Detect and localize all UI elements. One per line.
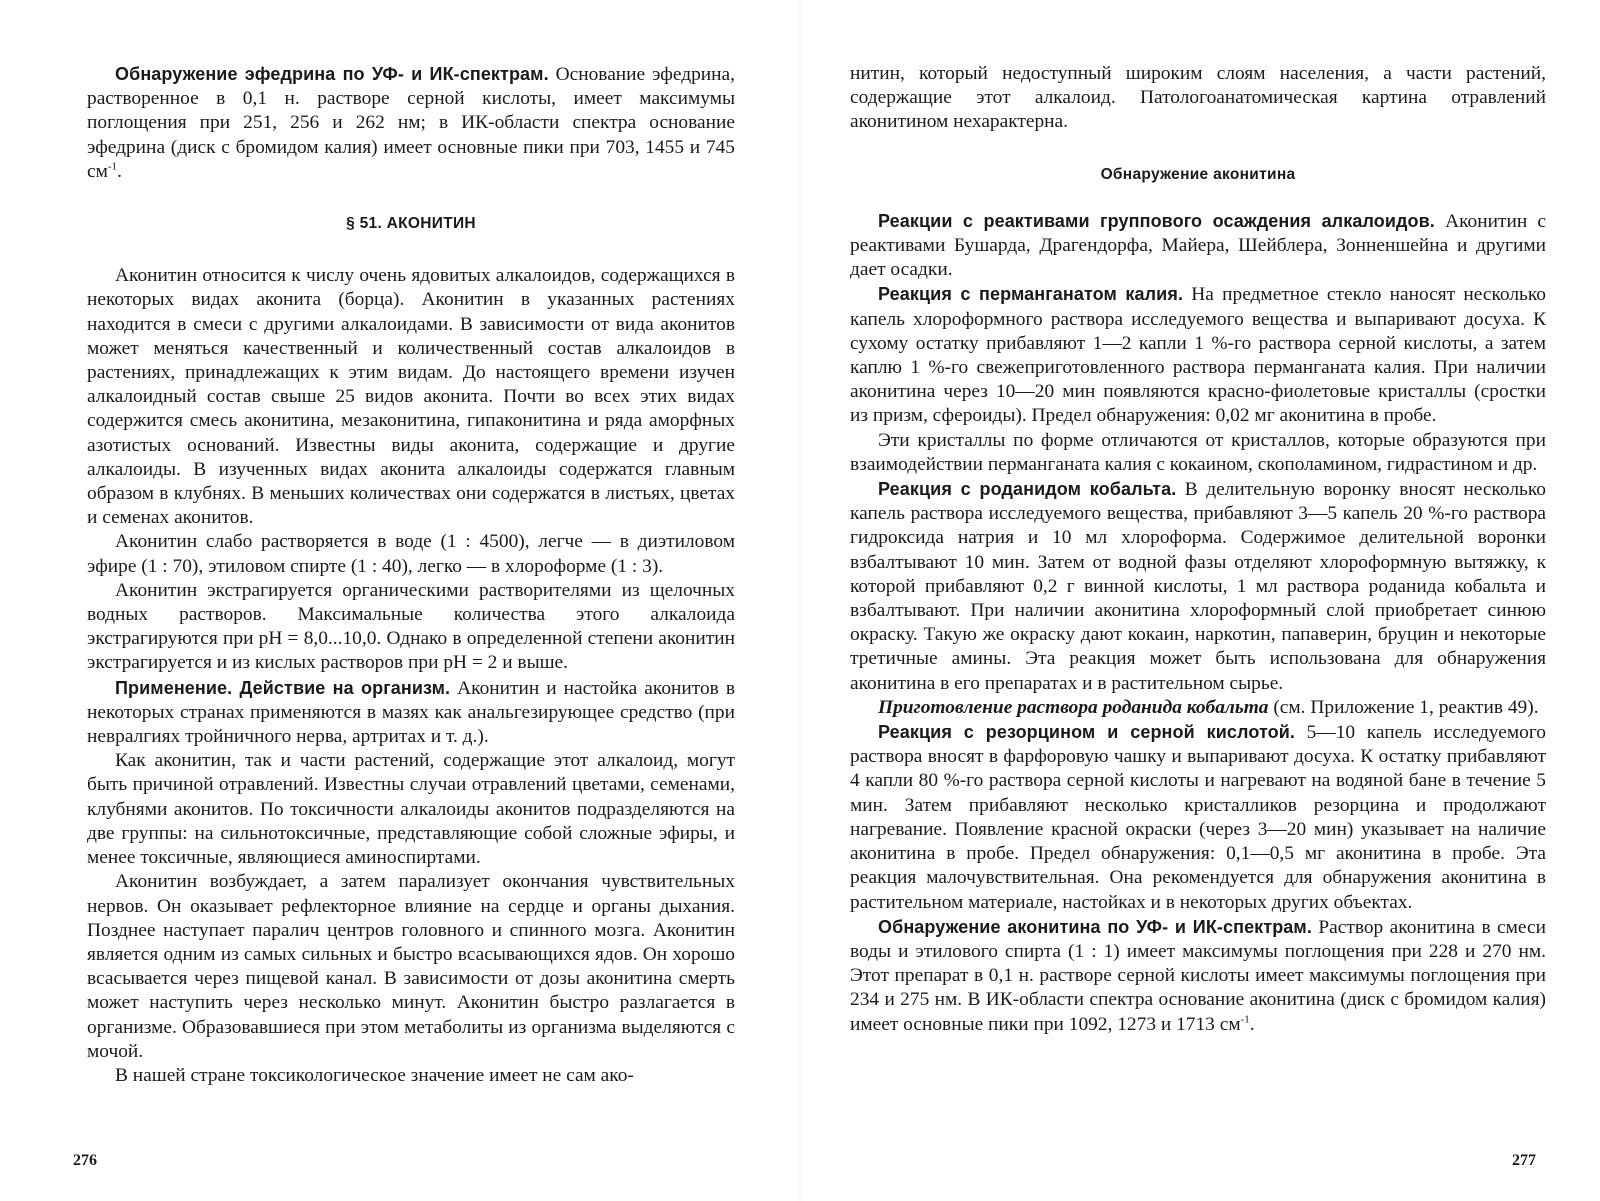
paragraph-cobalt-thiocyanate <box>850 477 1546 696</box>
gutter-shadow <box>798 0 802 1201</box>
paragraph-text: 5—10 капель исследуемого раствора вносят в фарфоровую чашку и выпаривают досуха. К остатку прибавляют 4 капли 80 %-го раствора серной кислоты и нагревают на водяной бане в течение 5 мин. Затем прибавляют несколько кристалликов резорцина и продолжают нагревание. Появление красной окраски (через 3—20 мин) указывает на наличие аконитина в пробе. Предел обнаружения: 0,1—0,5 мг аконитина в пробе. Эта реакция малочувствительная. Она рекомендуется для обнаружения аконитина в растительном материале, настойках и в некоторых других объектах. <box>850 722 1546 913</box>
page-number: 276 <box>73 1152 97 1169</box>
paragraph-ephedrine-spectra <box>87 62 735 184</box>
paragraph-resorcinol <box>850 720 1546 915</box>
paragraph: Аконитин относится к числу очень ядовитых алкалоидов, содержащихся в некоторых видах аконита (борца). Аконитин в указанных растениях находится в смеси с другими алкалоидами. В зависимости от вида аконитов может меняться качественный и количественный состав алкалоидов в растениях, принадлежащих к этим видам. До настоящего времени изучен алкалоидный состав свыше 25 видов аконита. Почти во всех этих видах содержится смесь аконитина, мезаконитина, гипаконитина и ряда аморфных азотистых оснований. Известны виды аконита, содержащие и другие алкалоиды. В изученных видах аконита алкалоиды содержатся главным образом в клубнях. В меньших количествах они содержатся в листьях, цветах и семенах аконитов. <box>87 265 735 529</box>
paragraph-text: В делительную воронку вносят несколько капель раствора исследуемого вещества, прибавляют 3—5 капель 20 %-го раствора гидроксида натрия и 10 мл хлороформа. Содержимое делительной воронки взбалтывают 10 мин. Затем от водной фазы отделяют хлороформную вытяжку, к которой прибавляют 0,2 г винной кислоты, 1 мл раствора роданида кобальта и взбалтывают. При наличии аконитина хлороформный слой приобретает синюю окраску. Такую же окраску дают кокаин, наркотин, папаверин, бруцин и некоторые третичные амины. Эта реакция может быть использована для обнаружения аконитина в его препаратах и в растительном сырье. <box>850 479 1546 694</box>
paragraph-group-reagents <box>850 209 1546 283</box>
run-in-heading: Применение. Действие на организм. <box>115 677 451 698</box>
paragraph-text: На предметное стекло наносят несколько капель хлороформного раствора исследуемого вещества и выпаривают досуха. К сухому остатку прибавляют 1—2 капли 1 %-го раствора серной кислоты, а затем каплю 1 %-го свежеприготовленного раствора перманганата калия. При наличии аконитина через 10—20 мин появляются красно-фиолетовые кристаллы (сростки из призм, сфероиды). Предел обнаружения: 0,02 мг аконитина в пробе. <box>850 284 1546 427</box>
paragraph-text: Аконитин и настойка аконитов в некоторых странах применяются в мазях как анальгезирующее средство (при невралгиях тройничного нерва, артритах и т. д.). <box>87 677 735 748</box>
run-in-heading: Реакция с перманганатом калия. <box>878 284 1184 305</box>
paragraph-continued: нитин, который недоступный широким слоям населения, а части растений, содержащие этот алкалоид. Патологоанатомическая картина отравлений аконитином нехарактерна. <box>850 63 1546 133</box>
paragraph-reagent-preparation <box>850 696 1546 720</box>
paragraph-application <box>87 676 735 750</box>
run-in-heading: Обнаружение эфедрина по УФ- и ИК-спектрам. <box>115 64 549 84</box>
paragraph-permanganate <box>850 282 1546 428</box>
subsection-heading: Обнаружение аконитина <box>1100 165 1296 183</box>
run-in-heading-italic: Приготовление раствора роданида кобальта <box>878 696 1269 718</box>
left-text-column <box>87 62 735 1088</box>
paragraph-text: (см. Приложение 1, реактив 49). <box>1268 696 1539 718</box>
paragraph: В нашей стране токсикологическое значение имеет не сам ако- <box>115 1064 634 1086</box>
run-in-heading: Реакция с резорцином и серной кислотой. <box>878 722 1296 743</box>
paragraph-text: Аконитин с реактивами Бушарда, Драгендорфа, Майера, Шейблера, Зонненшейна и другими дает осадки. <box>850 210 1547 281</box>
run-in-heading: Реакция с роданидом кобальта. <box>878 479 1177 500</box>
paragraph-text: Основание эфедрина, растворенное в 0,1 н. растворе серной кислоты, имеет максимумы поглощения при 251, 256 и 262 нм; в ИК-области спектра основание эфедрина (диск с бромидом калия) имеет основные пики при 703, 1455 и 745 см <box>87 64 735 182</box>
run-in-heading: Реакции с реактивами группового осаждения алкалоидов. <box>878 210 1435 231</box>
paragraph: Аконитин слабо растворяется в воде (1 : 4500), легче — в диэтиловом эфире (1 : 70), этиловом спирте (1 : 40), легко — в хлороформе (1 : 3). <box>87 531 735 577</box>
paragraph: Эти кристаллы по форме отличаются от кристаллов, которые образуются при взаимодействии перманганата калия с кокаином, скополамином, гидрастином и др. <box>850 429 1546 475</box>
paragraph: Аконитин экстрагируется органическими растворителями из щелочных водных растворов. Максимальные количества этого алкалоида экстрагируются при pH = 8,0...10,0. Однако в определенной степени аконитин экстрагируется и из кислых растворов при pH = 2 и выше. <box>87 579 735 674</box>
superscript: -1 <box>1240 1013 1250 1026</box>
paragraph-text: Раствор аконитина в смеси воды и этилового спирта (1 : 1) имеет максимумы поглощения при 228 и 270 нм. Этот препарат в 0,1 н. растворе серной кислоты имеет максимумы поглощения при 234 и 275 нм. В ИК-области спектра основание аконитина (диск с бромидом калия) имеет основные пики при 1092, 1273 и 1713 см <box>850 916 1546 1035</box>
section-heading: § 51. АКОНИТИН <box>346 215 476 233</box>
paragraph-aconitine-spectra <box>850 915 1546 1037</box>
page-number: 277 <box>1512 1152 1536 1169</box>
right-text-column <box>850 62 1546 1037</box>
paragraph: Как аконитин, так и части растений, содержащие этот алкалоид, могут быть причиной отравлений. Известны случаи отравлений цветами, семенами, клубнями аконитов. По токсичности алкалоиды аконитов подразделяются на две группы: на сильнотоксичные, представляющие собой сложные эфиры, и менее токсичные, являющиеся аминоспиртами. <box>87 750 735 869</box>
paragraph-tail: . <box>1249 1013 1255 1035</box>
paragraph: Аконитин возбуждает, а затем парализует окончания чувствительных нервов. Он оказывает рефлекторное влияние на сердце и органы дыхания. Позднее наступает паралич центров головного и спинного мозга. Аконитин является одним из самых сильных и быстро всасывающихся ядов. Он хорошо всасывается через пищевой канал. В зависимости от дозы аконитина смерть может наступить через несколько минут. Аконитин быстро разлагается в организме. Образовавшиеся при этом метаболиты из организма выделяются с мочой. <box>87 871 735 1062</box>
run-in-heading: Обнаружение аконитина по УФ- и ИК-спектрам. <box>878 916 1312 937</box>
superscript: -1 <box>107 160 118 173</box>
paragraph-tail: . <box>117 160 122 182</box>
